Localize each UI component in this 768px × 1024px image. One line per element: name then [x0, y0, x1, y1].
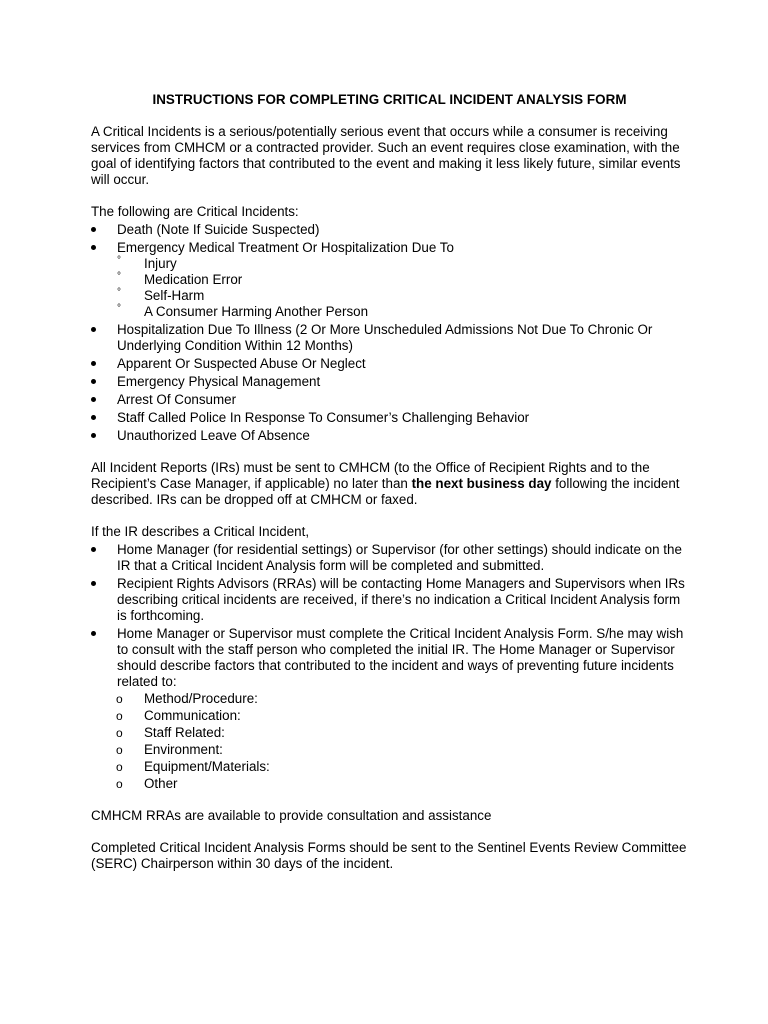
- list-item-text: Home Manager or Supervisor must complete the Critical Incident Analysis Form. S/he may wish to consult with the staff person who completed the initial IR. The Home Manager or Supervisor should describe factors that contributed to the incident and ways of preventing future incidents related to:: [117, 626, 684, 689]
- document-title: INSTRUCTIONS FOR COMPLETING CRITICAL INCIDENT ANALYSIS FORM: [152, 92, 627, 107]
- reports-text-after: following the incident described. IRs can be dropped off at CMHCM or faxed.: [91, 476, 680, 507]
- ir-heading: If the IR describes a Critical Incident,: [91, 524, 310, 539]
- sub-list-item-text: Equipment/Materials:: [144, 759, 270, 774]
- sub-list-item: [117, 256, 688, 272]
- sub-list-item: [117, 725, 688, 741]
- sub-list-item-text: Injury: [144, 256, 177, 271]
- circle-bullet-icon: o: [116, 777, 123, 791]
- list-item: [91, 322, 688, 354]
- sub-list-item: [117, 288, 688, 304]
- sub-list-item-text: Other: [144, 776, 178, 791]
- sub-list-item-text: Method/Procedure:: [144, 691, 258, 706]
- circle-bullet-icon: o: [116, 760, 123, 774]
- sub-list-item-text: Self-Harm: [144, 288, 205, 303]
- list-item: [91, 222, 688, 238]
- list-item-text: Home Manager (for residential settings) or Supervisor (for other settings) should indicate on the IR that a Critical Incident Analysis form will be completed and submitted.: [117, 542, 682, 573]
- incidents-heading: The following are Critical Incidents:: [91, 204, 299, 219]
- list-item: [91, 374, 688, 390]
- list-item-text: Emergency Medical Treatment Or Hospitalization Due To: [117, 240, 454, 255]
- list-item: [91, 542, 688, 574]
- sub-list-item: [117, 272, 688, 288]
- list-item: [91, 392, 688, 408]
- intro-paragraph: A Critical Incidents is a serious/potentially serious event that occurs while a consumer is receiving services from CMHCM or a contracted provider. Such an event requires close examination, with the goal of identifying factors that contributed to the event and making it less likely future, similar events will occur.: [91, 124, 681, 187]
- list-item: [91, 356, 688, 372]
- list-item: [91, 240, 688, 320]
- consultation-paragraph: CMHCM RRAs are available to provide consultation and assistance: [91, 808, 492, 823]
- sub-list-item: [117, 708, 688, 724]
- sub-list-item-text: Medication Error: [144, 272, 243, 287]
- list-item-text: Recipient Rights Advisors (RRAs) will be contacting Home Managers and Supervisors when IRs describing critical incidents are received, if there’s no indication a Critical Incident Analysis form is forthcoming.: [117, 576, 685, 623]
- reports-paragraph: [91, 460, 688, 508]
- list-item: [91, 428, 688, 444]
- ir-instructions-list: [91, 542, 688, 792]
- list-item-text: Apparent Or Suspected Abuse Or Neglect: [117, 356, 366, 371]
- sub-list-item: [117, 759, 688, 775]
- degree-bullet-icon: °: [117, 255, 121, 266]
- reports-deadline-emphasis: the next business day: [411, 476, 552, 491]
- circle-bullet-icon: o: [116, 692, 123, 706]
- sub-list-item: [117, 776, 688, 792]
- list-item-text: Arrest Of Consumer: [117, 392, 237, 407]
- list-item: [91, 576, 688, 624]
- list-item-text: Hospitalization Due To Illness (2 Or More Unscheduled Admissions Not Due To Chronic Or Underlying Condition Within 12 Months): [117, 322, 653, 353]
- list-item: [91, 410, 688, 426]
- sub-list-item-text: Communication:: [144, 708, 241, 723]
- circle-bullet-icon: o: [116, 743, 123, 757]
- list-item-text: Staff Called Police In Response To Consumer’s Challenging Behavior: [117, 410, 530, 425]
- reports-text-before: All Incident Reports (IRs) must be sent to CMHCM (to the Office of Recipient Rights and to the Recipient’s Case Manager, if applicable) no later than: [91, 460, 650, 491]
- incidents-list: [91, 222, 688, 444]
- list-item-text: Death (Note If Suicide Suspected): [117, 222, 320, 237]
- circle-bullet-icon: o: [116, 726, 123, 740]
- list-item-text: Emergency Physical Management: [117, 374, 321, 389]
- sub-list-item: [117, 691, 688, 707]
- degree-bullet-icon: °: [117, 287, 121, 298]
- closing-paragraph: Completed Critical Incident Analysis Forms should be sent to the Sentinel Events Review Committee (SERC) Chairperson within 30 days of the incident.: [91, 840, 687, 871]
- circle-bullet-icon: o: [116, 709, 123, 723]
- degree-bullet-icon: °: [117, 303, 121, 314]
- sub-list-item-text: Environment:: [144, 742, 223, 757]
- sub-list-item: [117, 304, 688, 320]
- sub-list-item: [117, 742, 688, 758]
- list-item-text: Unauthorized Leave Of Absence: [117, 428, 310, 443]
- list-item: [91, 626, 688, 792]
- emergency-sublist: [117, 256, 688, 320]
- sub-list-item-text: A Consumer Harming Another Person: [144, 304, 369, 319]
- degree-bullet-icon: °: [117, 271, 121, 282]
- sub-list-item-text: Staff Related:: [144, 725, 225, 740]
- factors-sublist: [117, 691, 688, 792]
